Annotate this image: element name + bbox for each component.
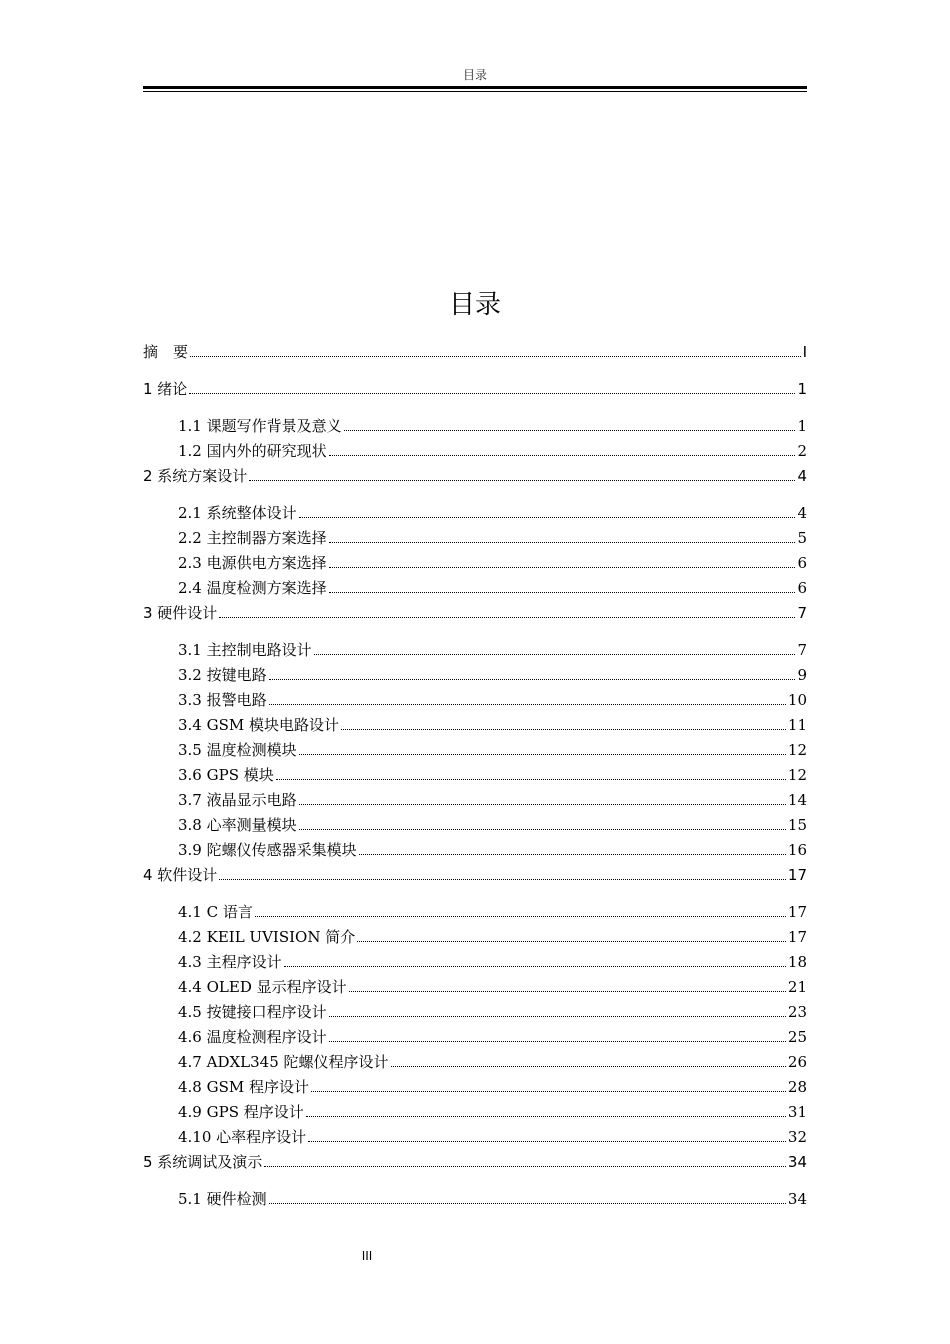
toc-entry-label: 3.9 陀螺仪传感器采集模块 (178, 841, 357, 859)
toc-entry[interactable] (178, 788, 807, 812)
toc-entry[interactable] (178, 1100, 807, 1124)
toc-entry-page: 11 (787, 716, 807, 734)
toc-entry-label: 4.7 ADXL345 陀螺仪程序设计 (178, 1053, 389, 1071)
toc-entry-page: 12 (787, 766, 807, 784)
toc-entry-label: 4.4 OLED 显示程序设计 (178, 978, 347, 996)
toc-entry-label: 4.2 KEIL UVISION 简介 (178, 928, 356, 946)
toc-entry[interactable] (178, 738, 807, 762)
toc-entry[interactable] (143, 601, 807, 625)
toc-entry-page: 6 (797, 579, 807, 597)
toc-entry-label: 3.4 GSM 模块电路设计 (178, 716, 340, 734)
toc-entry-page: 23 (787, 1003, 807, 1021)
toc-entry[interactable] (178, 551, 807, 575)
toc-entry-label: 3.5 温度检测模块 (178, 741, 297, 759)
toc-leader-dots (269, 690, 786, 705)
toc-entry-label: 摘 要 (143, 343, 189, 361)
toc-entry[interactable] (178, 1125, 807, 1149)
toc-entry-label: 4 软件设计 (143, 866, 218, 884)
toc-leader-dots (349, 977, 786, 992)
toc-entry-label: 2.1 系统整体设计 (178, 504, 297, 522)
toc-entry-label: 4.9 GPS 程序设计 (178, 1103, 304, 1121)
toc-leader-dots (329, 441, 796, 456)
toc-entry-page: 10 (787, 691, 807, 709)
toc-entry[interactable] (143, 464, 807, 488)
toc-entry-label: 2.2 主控制器方案选择 (178, 529, 327, 547)
toc-entry-page: 28 (787, 1078, 807, 1096)
toc-leader-dots (190, 342, 801, 357)
toc-entry[interactable] (178, 439, 807, 463)
toc-entry-page: 2 (797, 442, 807, 460)
toc-entry-page: 31 (787, 1103, 807, 1121)
toc-entry-label: 4.3 主程序设计 (178, 953, 282, 971)
toc-entry[interactable] (178, 414, 807, 438)
toc-leader-dots (219, 865, 786, 880)
toc-entry[interactable] (178, 501, 807, 525)
toc-entry[interactable] (178, 663, 807, 687)
toc-entry[interactable] (178, 925, 807, 949)
toc-entry-page: 18 (787, 953, 807, 971)
toc-leader-dots (357, 927, 786, 942)
toc-entry[interactable] (178, 900, 807, 924)
toc-entry-label: 3.1 主控制电路设计 (178, 641, 312, 659)
header-rule-thin (143, 91, 807, 92)
page-number: III (361, 1249, 373, 1263)
toc-entry-page: 17 (787, 928, 807, 946)
toc-entry[interactable] (178, 526, 807, 550)
toc-entry-page: 6 (797, 554, 807, 572)
toc-entry-label: 3.6 GPS 模块 (178, 766, 274, 784)
toc-entry[interactable] (178, 1000, 807, 1024)
toc-entry-label: 3 硬件设计 (143, 604, 218, 622)
toc-entry-label: 4.10 心率程序设计 (178, 1128, 307, 1146)
toc-entry-label: 3.7 液晶显示电路 (178, 791, 297, 809)
toc-entry-page: 15 (787, 816, 807, 834)
toc-entry[interactable] (178, 576, 807, 600)
toc-leader-dots (344, 416, 796, 431)
toc-entry-label: 1.2 国内外的研究现状 (178, 442, 327, 460)
toc-entry-page: 9 (797, 666, 807, 684)
toc-entry[interactable] (178, 1187, 807, 1211)
toc-leader-dots (391, 1052, 786, 1067)
toc-leader-dots (311, 1077, 786, 1092)
toc-entry[interactable] (178, 638, 807, 662)
toc-entry-label: 1.1 课题写作背景及意义 (178, 417, 342, 435)
toc-entry[interactable] (143, 1150, 807, 1174)
toc-entry-page: I (802, 343, 807, 361)
toc-leader-dots (329, 1027, 786, 1042)
toc-entry-label: 5 系统调试及演示 (143, 1153, 263, 1171)
toc-entry-page: 5 (797, 529, 807, 547)
toc-leader-dots (249, 466, 795, 481)
toc-entry-page: 4 (797, 467, 807, 485)
toc-leader-dots (276, 765, 786, 780)
toc-leader-dots (264, 1152, 786, 1167)
running-header: 目录 (462, 68, 487, 82)
toc-leader-dots (269, 1189, 786, 1204)
toc-entry-label: 2.3 电源供电方案选择 (178, 554, 327, 572)
toc-entry-label: 4.5 按键接口程序设计 (178, 1003, 327, 1021)
toc-title: 目录 (448, 290, 501, 320)
toc-entry-label: 3.3 报警电路 (178, 691, 267, 709)
toc-entry[interactable] (178, 838, 807, 862)
toc-entry-label: 5.1 硬件检测 (178, 1190, 267, 1208)
toc-entry-label: 2.4 温度检测方案选择 (178, 579, 327, 597)
toc-entry-page: 26 (787, 1053, 807, 1071)
toc-leader-dots (269, 665, 796, 680)
toc-leader-dots (189, 379, 795, 394)
toc-entry-page: 7 (797, 641, 807, 659)
toc-entry[interactable] (143, 377, 807, 401)
toc-leader-dots (329, 528, 796, 543)
toc-entry-page: 4 (797, 504, 807, 522)
toc-leader-dots (299, 503, 796, 518)
toc-leader-dots (299, 790, 786, 805)
toc-entry-label: 1 绪论 (143, 380, 188, 398)
toc-entry[interactable] (178, 688, 807, 712)
toc-leader-dots (306, 1102, 786, 1117)
toc-entry[interactable] (178, 813, 807, 837)
toc-leader-dots (314, 640, 796, 655)
toc-entry[interactable] (143, 340, 807, 364)
toc-entry[interactable] (178, 975, 807, 999)
toc-leader-dots (299, 815, 786, 830)
toc-leader-dots (359, 840, 786, 855)
toc-entry-page: 16 (787, 841, 807, 859)
toc-entry-page: 1 (797, 380, 807, 398)
toc-leader-dots (341, 715, 786, 730)
toc-entry[interactable] (178, 713, 807, 737)
toc-entry-label: 2 系统方案设计 (143, 467, 248, 485)
toc-entry-page: 12 (787, 741, 807, 759)
toc-entry[interactable] (178, 1075, 807, 1099)
toc-leader-dots (329, 578, 796, 593)
toc-leader-dots (284, 952, 786, 967)
toc-entry-page: 14 (787, 791, 807, 809)
toc-entry-page: 34 (787, 1153, 807, 1171)
toc-entry[interactable] (178, 763, 807, 787)
toc-entry-page: 25 (787, 1028, 807, 1046)
toc-entry-page: 17 (787, 903, 807, 921)
toc-leader-dots (255, 902, 786, 917)
toc-leader-dots (329, 553, 796, 568)
toc-leader-dots (308, 1127, 786, 1142)
toc-entry-page: 21 (787, 978, 807, 996)
toc-entry-label: 4.1 C 语言 (178, 903, 253, 921)
toc-leader-dots (219, 603, 795, 618)
toc-leader-dots (329, 1002, 786, 1017)
header-rule (143, 86, 807, 89)
toc-entry-label: 3.8 心率测量模块 (178, 816, 297, 834)
toc-entry[interactable] (178, 1025, 807, 1049)
toc-entry-page: 32 (787, 1128, 807, 1146)
toc-leader-dots (299, 740, 786, 755)
toc-entry-label: 3.2 按键电路 (178, 666, 267, 684)
toc-entry-page: 34 (787, 1190, 807, 1208)
toc-entry[interactable] (178, 950, 807, 974)
toc-entry[interactable] (178, 1050, 807, 1074)
toc-entry[interactable] (143, 863, 807, 887)
toc-entry-page: 1 (797, 417, 807, 435)
toc-entry-page: 7 (797, 604, 807, 622)
toc-entry-label: 4.8 GSM 程序设计 (178, 1078, 310, 1096)
toc-entry-page: 17 (787, 866, 807, 884)
toc-entry-label: 4.6 温度检测程序设计 (178, 1028, 327, 1046)
